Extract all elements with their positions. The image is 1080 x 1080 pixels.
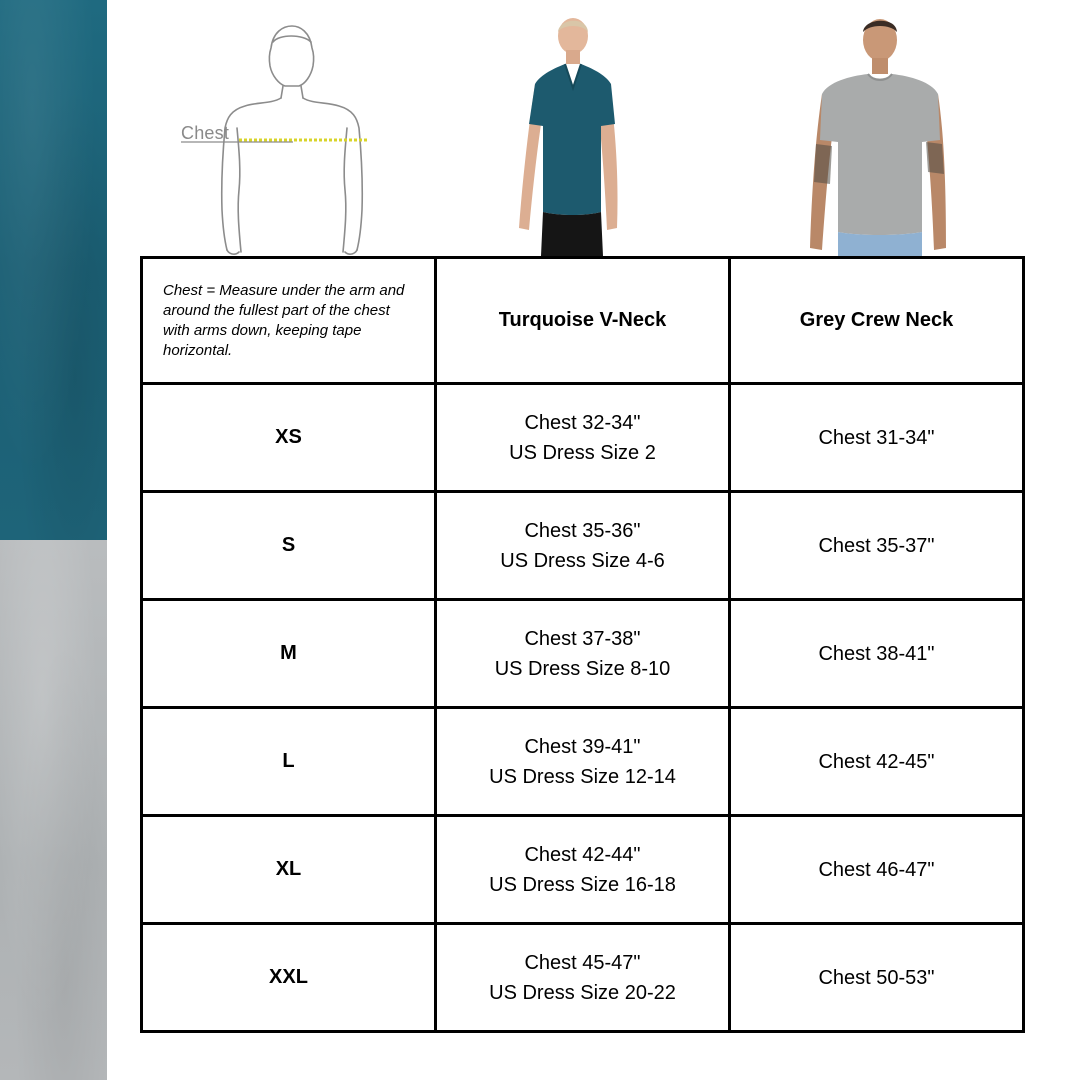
vneck-chest: Chest 45-47"	[524, 951, 641, 974]
size-label: XL	[142, 816, 436, 924]
size-label: S	[142, 492, 436, 600]
crewneck-chest: Chest 38-41"	[818, 642, 935, 665]
vneck-chest: Chest 42-44"	[524, 843, 641, 866]
vneck-dress-size: US Dress Size 8-10	[494, 657, 671, 680]
vneck-size-cell	[436, 384, 730, 492]
table-row	[142, 816, 1024, 924]
vneck-size-cell	[436, 708, 730, 816]
crewneck-size-cell	[730, 600, 1024, 708]
chest-label: Chest	[181, 123, 230, 143]
vneck-size-cell	[436, 492, 730, 600]
size-label: L	[142, 708, 436, 816]
table-row	[142, 708, 1024, 816]
crewneck-size-cell	[730, 492, 1024, 600]
size-label: M	[142, 600, 436, 708]
vneck-dress-size: US Dress Size 12-14	[489, 765, 676, 788]
crewneck-size-cell	[730, 384, 1024, 492]
measurement-note	[142, 258, 436, 384]
vneck-size-cell	[436, 816, 730, 924]
crewneck-size-cell	[730, 816, 1024, 924]
vneck-size-cell	[436, 600, 730, 708]
vneck-dress-size: US Dress Size 2	[509, 441, 656, 464]
table-row	[142, 924, 1024, 1032]
crewneck-size-cell	[730, 708, 1024, 816]
vneck-chest: Chest 37-38"	[524, 627, 641, 650]
table-header-row	[142, 258, 1024, 384]
crewneck-chest: Chest 50-53"	[818, 966, 935, 989]
grey-fabric-swatch	[0, 540, 107, 1080]
vneck-chest: Chest 39-41"	[524, 735, 641, 758]
size-label: XXL	[142, 924, 436, 1032]
crewneck-chest: Chest 42-45"	[818, 750, 935, 773]
column-header-crewneck: Grey Crew Neck	[730, 258, 1024, 384]
vneck-chest: Chest 32-34"	[524, 411, 641, 434]
crewneck-chest: Chest 31-34"	[818, 426, 935, 449]
crewneck-size-cell	[730, 924, 1024, 1032]
table-row	[142, 384, 1024, 492]
vneck-dress-size: US Dress Size 20-22	[489, 981, 676, 1004]
crewneck-chest: Chest 46-47"	[818, 858, 935, 881]
grey-crewneck-model-image	[800, 14, 950, 256]
vneck-chest: Chest 35-36"	[524, 519, 641, 542]
measurement-note-text: Chest = Measure under the arm and around the fullest part of the chest with arms down, keeping tape horizontal.	[163, 281, 405, 359]
crewneck-chest: Chest 35-37"	[818, 534, 935, 557]
size-label: XS	[142, 384, 436, 492]
teal-fabric-swatch	[0, 0, 107, 540]
vneck-dress-size: US Dress Size 16-18	[489, 873, 676, 896]
size-chart-table	[140, 256, 1025, 1033]
vneck-dress-size: US Dress Size 4-6	[500, 549, 665, 572]
chest-measurement-diagram	[175, 20, 405, 256]
turquoise-vneck-model-image	[505, 14, 635, 256]
column-header-vneck: Turquoise V-Neck	[436, 258, 730, 384]
vneck-size-cell	[436, 924, 730, 1032]
table-row	[142, 492, 1024, 600]
table-row	[142, 600, 1024, 708]
